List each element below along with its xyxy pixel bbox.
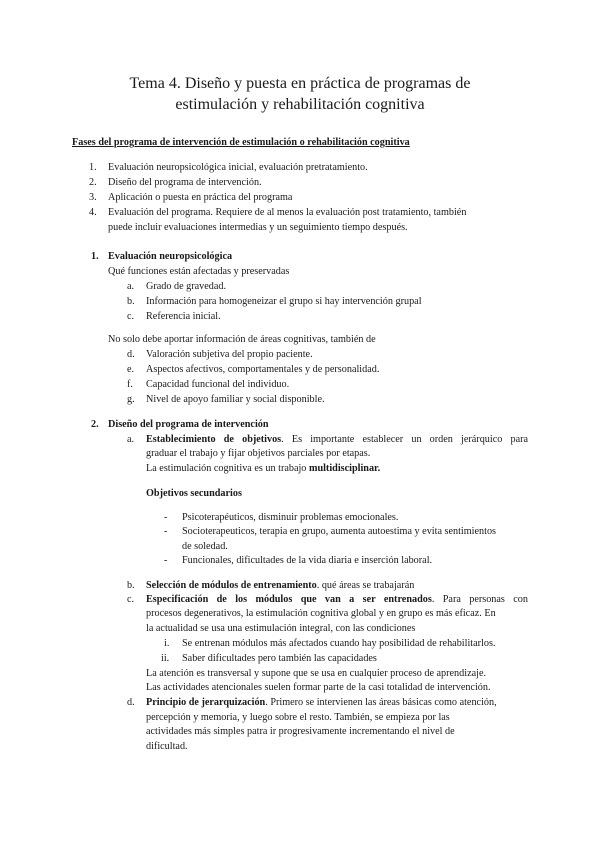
- list-item: Saber dificultades pero también las capacidades: [182, 653, 377, 664]
- dash-marker: -: [164, 512, 168, 523]
- section-paragraph: No solo debe aportar información de áreas cognitivas, también de: [108, 334, 376, 345]
- phases-heading: Fases del programa de intervención de estimulación o rehabilitación cognitiva: [72, 137, 410, 148]
- bold-fragment: Principio de jerarquización: [146, 697, 266, 708]
- dash-marker: -: [164, 526, 168, 537]
- list-marker: a.: [127, 434, 135, 445]
- page-title: [70, 73, 530, 115]
- list-item: Aplicación o puesta en práctica del programa: [108, 192, 293, 203]
- section-heading: Evaluación neuropsicológica: [108, 251, 233, 262]
- title-line-2: estimulación y rehabilitación cognitiva: [175, 96, 425, 113]
- list-item: Socioterapeuticos, terapia en grupo, aumenta autoestima y evita sentimientos: [182, 526, 497, 537]
- list-item-continuation: puede incluir evaluaciones intermedias y un seguimiento tiempo después.: [108, 222, 408, 233]
- list-marker: 2.: [89, 177, 97, 188]
- list-marker: 4.: [89, 207, 97, 218]
- objectives-bold: Establecimiento de objetivos: [146, 434, 282, 445]
- paragraph-line: [146, 462, 380, 476]
- text-fragment: La estimulación cognitiva es un trabajo: [146, 463, 309, 474]
- list-marker: c.: [127, 311, 135, 322]
- section-number: 1.: [91, 251, 99, 262]
- paragraph-line: la actualidad se usa una estimulación integral, con las condiciones: [146, 623, 416, 634]
- list-item: Se entrenan módulos más afectados cuando hay posibilidad de rehabilitarlos.: [182, 638, 496, 649]
- list-marker: d.: [127, 349, 135, 360]
- list-marker: g.: [127, 394, 135, 405]
- list-marker: e.: [127, 364, 135, 375]
- list-item-continuation: de soledad.: [182, 541, 228, 552]
- list-item: Psicoterapéuticos, disminuir problemas emocionales.: [182, 512, 399, 523]
- text-fragment: . Para personas con: [431, 594, 528, 605]
- bold-fragment: multidisciplinar.: [308, 463, 381, 474]
- text-fragment: . qué áreas se trabajarán: [316, 580, 415, 591]
- paragraph-line: dificultad.: [146, 741, 188, 752]
- list-item: Grado de gravedad.: [146, 281, 227, 292]
- list-marker: b.: [127, 296, 135, 307]
- list-item: Capacidad funcional del individuo.: [146, 379, 290, 390]
- list-item: Nivel de apoyo familiar y social disponible.: [146, 394, 325, 405]
- list-marker: d.: [127, 697, 135, 708]
- list-marker: 3.: [89, 192, 97, 203]
- section-number: 2.: [91, 419, 99, 430]
- paragraph-line: Las actividades atencionales suelen formar parte de la casi totalidad de intervención.: [146, 682, 491, 693]
- secondary-objectives-heading: Objetivos secundarios: [146, 488, 242, 499]
- list-item: Funcionales, dificultades de la vida diaria e inserción laboral.: [182, 555, 433, 566]
- list-item: Referencia inicial.: [146, 311, 221, 322]
- paragraph-line: percepción y memoria, y luego sobre el resto. También, se empieza por las: [146, 712, 450, 723]
- title-line-1: Tema 4. Diseño y puesta en práctica de programas de: [129, 75, 471, 92]
- list-marker: a.: [127, 281, 135, 292]
- list-item: Información para homogeneizar el grupo si hay intervención grupal: [146, 296, 422, 307]
- objectives-text: . Es importante establecer un orden jerárquico para: [281, 434, 529, 445]
- list-item: Aspectos afectivos, comportamentales y de personalidad.: [146, 364, 380, 375]
- bold-fragment: Selección de módulos de entrenamiento: [146, 580, 317, 591]
- paragraph-line: graduar el trabajo y fijar objetivos parciales por etapas.: [146, 448, 371, 459]
- bold-fragment: Especificación de los módulos que van a ser entrenados: [146, 594, 432, 605]
- list-item: Valoración subjetiva del propio paciente.: [146, 349, 313, 360]
- modules-selection-line: [146, 579, 414, 593]
- modules-spec-line: [146, 593, 528, 607]
- objectives-paragraph-line: [146, 433, 528, 447]
- section-intro: Qué funciones están afectadas y preservadas: [108, 266, 290, 277]
- list-marker: b.: [127, 580, 135, 591]
- list-marker: c.: [127, 594, 135, 605]
- list-item: Evaluación neuropsicológica inicial, evaluación pretratamiento.: [108, 162, 368, 173]
- text-fragment: . Primero se intervienen las áreas básicas como atención,: [265, 697, 497, 708]
- list-item: Evaluación del programa. Requiere de al menos la evaluación post tratamiento, también: [108, 207, 467, 218]
- roman-marker: i.: [164, 638, 170, 649]
- paragraph-line: procesos degenerativos, la estimulación cognitiva global y en grupo es más eficaz. En: [146, 608, 496, 619]
- section-heading: Diseño del programa de intervención: [108, 419, 269, 430]
- paragraph-line: actividades más simples patra ir progresivamente incrementando el nivel de: [146, 726, 455, 737]
- roman-marker: ii.: [161, 653, 170, 664]
- list-marker: f.: [127, 379, 133, 390]
- hierarchy-principle-line: [146, 696, 497, 710]
- dash-marker: -: [164, 555, 168, 566]
- paragraph-line: La atención es transversal y supone que se usa en cualquier proceso de aprendizaje.: [146, 668, 487, 679]
- list-item: Diseño del programa de intervención.: [108, 177, 262, 188]
- list-marker: 1.: [89, 162, 97, 173]
